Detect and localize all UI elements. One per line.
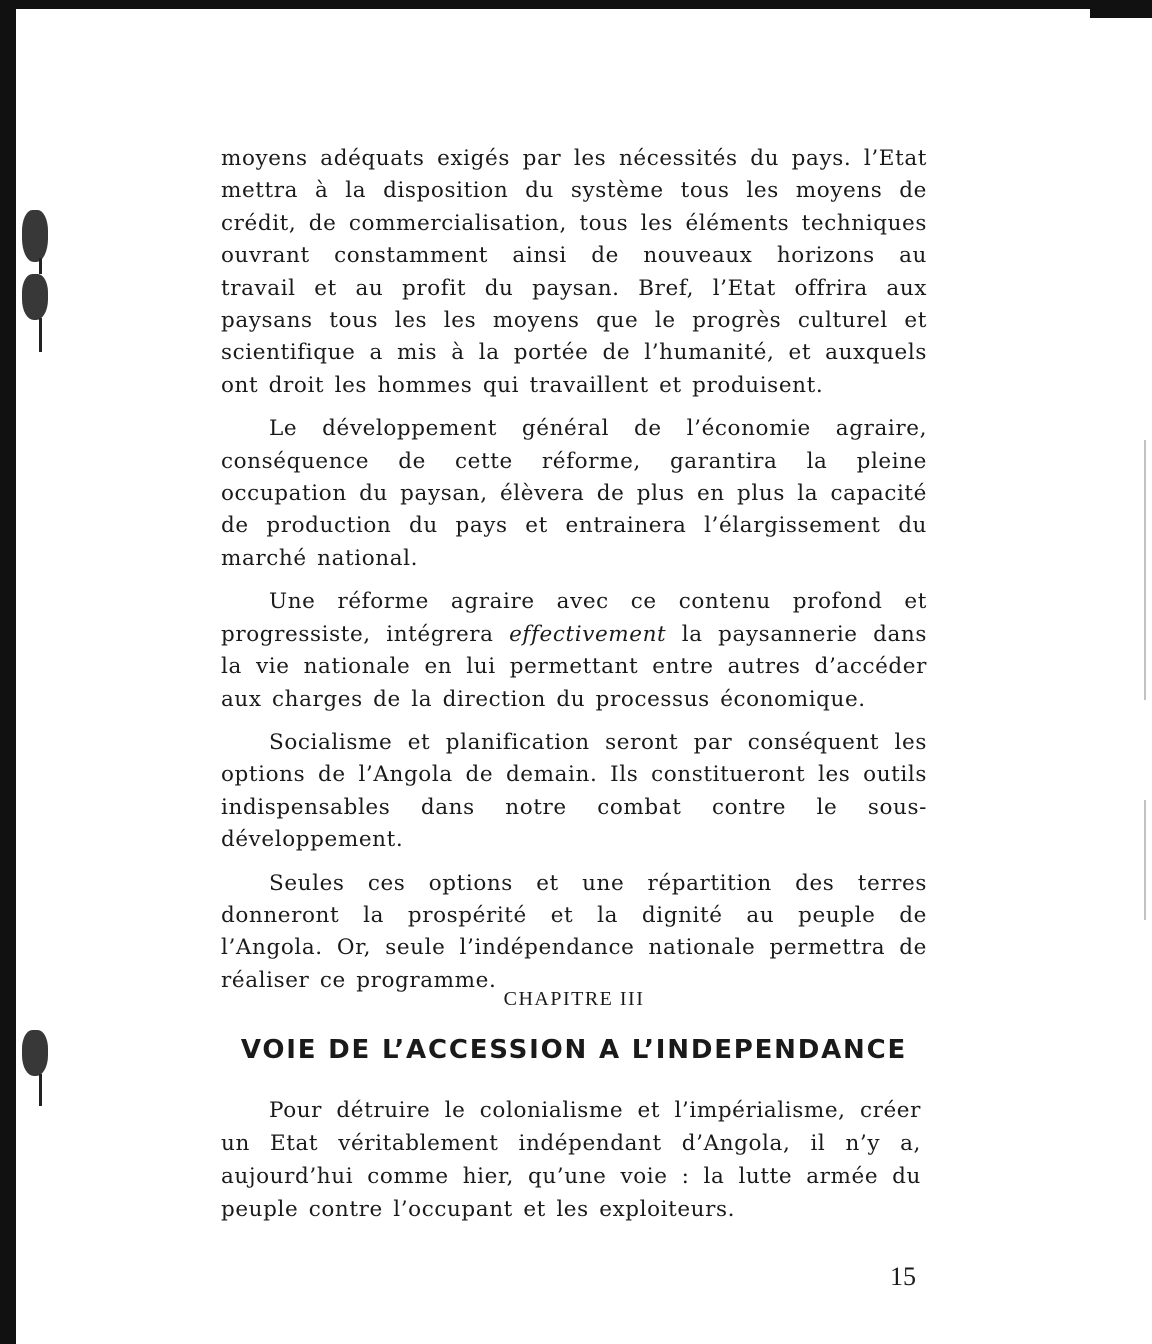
binding-hole-mark	[22, 1030, 48, 1076]
paragraph: moyens adéquats exigés par les nécessités du pays. l’Etat mettra à la disposition du système tous les moyens de crédit, de commercialisation, tous les éléments techniques ouvrant constamment ainsi de nouveaux horizons au travail et au profit du paysan. Bref, l’Etat offrira aux paysans tous les les moyens que le progrès culturel et scientifique a mis à la portée de l’humanité, et auxquels ont droit les hommes qui travaillent et produisent.	[221, 146, 927, 398]
paragraph: Le développement général de l’économie agraire, conséquence de cette réforme, garantira la pleine occupation du paysan, élèvera de plus en plus la capacité de production du pays et entrainera l’élargissement du marché national.	[221, 416, 927, 571]
chapter-label: CHAPITRE III	[503, 988, 645, 1010]
body-text	[221, 143, 927, 1008]
scan-edge-speck	[1144, 800, 1146, 920]
section-title: VOIE DE L’ACCESSION A L’INDEPENDANCE	[240, 1035, 908, 1065]
paragraph	[221, 586, 927, 716]
paragraph: Socialisme et planification seront par conséquent les options de l’Angola de demain. Ils constitueront les outils indispensables dans notre combat contre le sous-développement.	[221, 729, 927, 853]
scan-top-border	[0, 0, 1152, 9]
binding-hole-stem	[39, 318, 42, 352]
paragraph-text: la paysannerie dans la vie nationale en lui permettant entre autres d’accéder aux charges de la direction du processus économique.	[221, 621, 927, 712]
closing-text	[221, 1094, 921, 1226]
emphasis-text: effectivement	[509, 621, 667, 647]
binding-hole-mark	[22, 210, 48, 262]
scan-edge-speck	[1144, 440, 1146, 700]
binding-hole-mark	[22, 274, 48, 320]
paragraph-text: Une réforme agraire avec ce contenu profond et progressiste, intégrera	[221, 589, 927, 647]
scan-top-border-tab	[1090, 0, 1152, 18]
paragraph: Seules ces options et une répartition des terres donneront la prospérité et la dignité au peuple de l’Angola. Or, seule l’indépendance nationale permettra de réaliser ce programme.	[221, 870, 927, 993]
page-number: 15	[890, 1262, 916, 1291]
scan-left-border	[0, 0, 16, 1344]
binding-hole-stem	[39, 1074, 42, 1106]
paragraph: Pour détruire le colonialisme et l’impérialisme, créer un Etat véritablement indépendant d’Angola, il n’y a, aujourd’hui comme hier, qu’une voie : la lutte armée du peuple contre l’occupant et les exploiteurs.	[221, 1098, 921, 1222]
binding-hole-stem	[39, 258, 42, 274]
